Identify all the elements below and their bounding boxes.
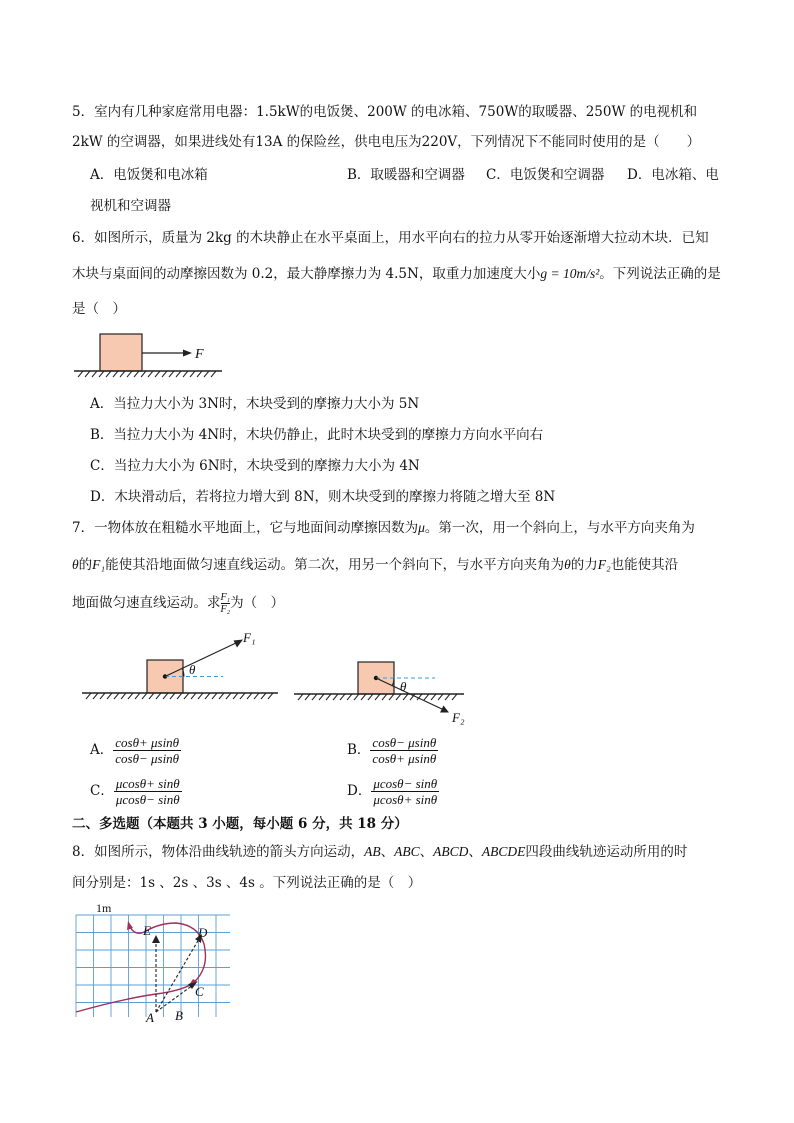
q7-option-d-label: D． xyxy=(347,783,372,799)
q7-figure-1 xyxy=(80,626,280,704)
q7-line-2-force: 的力 xyxy=(570,557,598,573)
q7-line-2-de: 的 xyxy=(78,557,93,573)
q7-option-d-fraction xyxy=(371,776,439,807)
q7-option-a-fraction xyxy=(113,735,181,766)
q7-ratio-denominator: F₂ xyxy=(220,604,231,615)
q8-segment-ab: AB xyxy=(364,844,381,859)
q6-line-3: 是（ ） xyxy=(72,301,126,317)
q8-line-1 xyxy=(72,843,687,861)
q6-option-b: B．当拉力大小为 4N时，木块仍静止，此时木块受到的摩擦力方向水平向右 xyxy=(90,427,544,443)
q7-line-1-text: 7．一物体放在粗糙水平地面上，它与地面间动摩擦因数为 xyxy=(72,520,419,536)
section-heading-multiple-choice: 二、多选题（本题共 3 小题，每小题 6 分，共 18 分） xyxy=(72,816,408,832)
q5-option-b: B．取暖器和空调器 xyxy=(347,167,465,183)
q7-option-a-label: A． xyxy=(90,742,114,758)
q8-scale-label: 1m xyxy=(96,901,112,915)
q7-f2-label: F₂ xyxy=(452,710,465,725)
q6-force-arrowhead xyxy=(183,350,192,357)
q6-line-2 xyxy=(72,265,721,283)
q7-option-a xyxy=(90,735,181,766)
q8-vector-ae-arrowhead xyxy=(152,935,160,943)
q8-line-1-text: 8．如图所示，物体沿曲线轨迹的箭头方向运动， xyxy=(72,844,365,860)
q8-point-d-label: D xyxy=(198,925,208,940)
q6-option-a: A．当拉力大小为 3N时，木块受到的摩擦力大小为 5N xyxy=(90,396,420,412)
q7-f1: F₁ xyxy=(92,557,106,572)
q7-force-1-arrow xyxy=(165,642,238,677)
q7-option-c-fraction xyxy=(114,776,182,807)
q7-option-b-label: B． xyxy=(347,742,371,758)
q7-option-c-denominator: μcosθ− sinθ xyxy=(115,792,180,807)
q7-ratio xyxy=(221,592,231,615)
q7-line-1-end: 。第一次，用一个斜向上，与水平方向夹角为 xyxy=(424,520,695,536)
q7-option-d-numerator: μcosθ− sinθ xyxy=(373,776,438,791)
q8-separator-3: 、 xyxy=(468,844,482,860)
q7-ground-2-hatch xyxy=(298,694,457,700)
q7-option-b xyxy=(347,735,438,766)
q7-line-2 xyxy=(72,556,678,574)
q7-theta: θ xyxy=(72,557,79,572)
q7-figure-2 xyxy=(292,640,482,730)
q7-option-d xyxy=(347,776,439,807)
q7-option-b-denominator: cosθ+ μsinθ xyxy=(372,751,437,766)
q7-mu: μ xyxy=(418,520,425,535)
q8-separator-2: 、 xyxy=(419,844,434,860)
q8-separator-1: 、 xyxy=(380,844,395,860)
q7-ratio-numerator: F₁ xyxy=(220,592,231,603)
q6-gravity-expression: g = 10m/s² xyxy=(540,266,600,281)
q8-point-c-label: C xyxy=(195,984,204,999)
q6-block xyxy=(100,334,142,371)
q7-option-b-numerator: cosθ− μsinθ xyxy=(372,735,437,750)
q6-line-2-text: 木块与桌面间的动摩擦因数为 0.2，最大静摩擦力为 4.5N，取重力加速度大小 xyxy=(72,266,541,282)
q7-line-3-text: 地面做匀速直线运动。求 xyxy=(72,595,221,611)
q7-f1-label: F₁ xyxy=(243,630,256,645)
q8-segment-abcd: ABCD xyxy=(433,844,469,859)
q7-line-1 xyxy=(72,519,695,537)
q7-option-c-label: C． xyxy=(90,783,114,799)
q8-point-b-label: B xyxy=(175,1008,183,1023)
q7-line-2-end: 也能使其沿 xyxy=(610,557,679,573)
q8-line-2: 间分别是：1s 、2s 、3s 、4s 。下列说法正确的是（ ） xyxy=(72,875,422,891)
q8-trajectory-arrowhead xyxy=(127,921,133,930)
q7-option-b-fraction xyxy=(370,735,438,766)
q6-line-1: 6．如图所示，质量为 2kg 的木块静止在水平桌面上，用水平向右的拉力从零开始逐渐增大拉动木块．已知 xyxy=(72,230,709,246)
q7-line-3-end: 为（ ） xyxy=(230,595,285,611)
q6-option-c: C．当拉力大小为 6N时，木块受到的摩擦力大小为 4N xyxy=(90,458,420,474)
q8-segment-abc: ABC xyxy=(394,844,420,859)
q7-option-d-denominator: μcosθ+ sinθ xyxy=(373,792,438,807)
q7-option-a-numerator: cosθ+ μsinθ xyxy=(115,735,180,750)
q6-ground-hatch xyxy=(78,371,216,377)
q7-theta-2: θ xyxy=(564,557,571,572)
q6-line-2-end: 。下列说法正确的是 xyxy=(599,266,721,282)
q6-figure xyxy=(72,330,232,382)
q5-option-d: D．电冰箱、电 xyxy=(627,167,719,183)
q7-theta-label-1: θ xyxy=(189,662,196,677)
q7-theta-label-2: θ xyxy=(400,679,407,694)
q8-segment-abcde: ABCDE xyxy=(481,844,526,859)
q5-option-a: A．电饭煲和电冰箱 xyxy=(90,167,208,183)
q8-figure xyxy=(72,899,242,1024)
q7-option-c-numerator: μcosθ+ sinθ xyxy=(115,776,180,791)
q8-point-a-label: A xyxy=(146,1010,154,1025)
q7-option-c xyxy=(90,776,182,807)
q8-line-1-end: 四段曲线轨迹运动所用的时 xyxy=(525,844,688,860)
q7-line-2-text: 能使其沿地面做匀速直线运动。第二次，用另一个斜向下，与水平方向夹角为 xyxy=(105,557,565,573)
q5-line-2: 2kW 的空调器，如果进线处有13A 的保险丝，供电电压为220V，下列情况下不能同时使用的是（ ） xyxy=(72,134,701,150)
q7-ground-1-hatch xyxy=(86,693,273,699)
q5-line-1: 5．室内有几种家庭常用电器：1.5kW的电饭煲、200W 的电冰箱、750W的取暖器、250W 的电视机和 xyxy=(72,104,698,120)
q7-f2: F₂ xyxy=(597,557,611,572)
q5-option-d-continued: 视机和空调器 xyxy=(90,198,171,214)
q6-force-label: F xyxy=(195,347,204,362)
q8-point-e-label: E xyxy=(143,923,151,938)
q7-option-a-denominator: cosθ− μsinθ xyxy=(115,751,180,766)
q6-option-d: D．木块滑动后，若将拉力增大到 8N，则木块受到的摩擦力将随之增大至 8N xyxy=(90,489,556,505)
q5-option-c: C．电饭煲和空调器 xyxy=(486,167,605,183)
q7-line-3 xyxy=(72,590,284,616)
